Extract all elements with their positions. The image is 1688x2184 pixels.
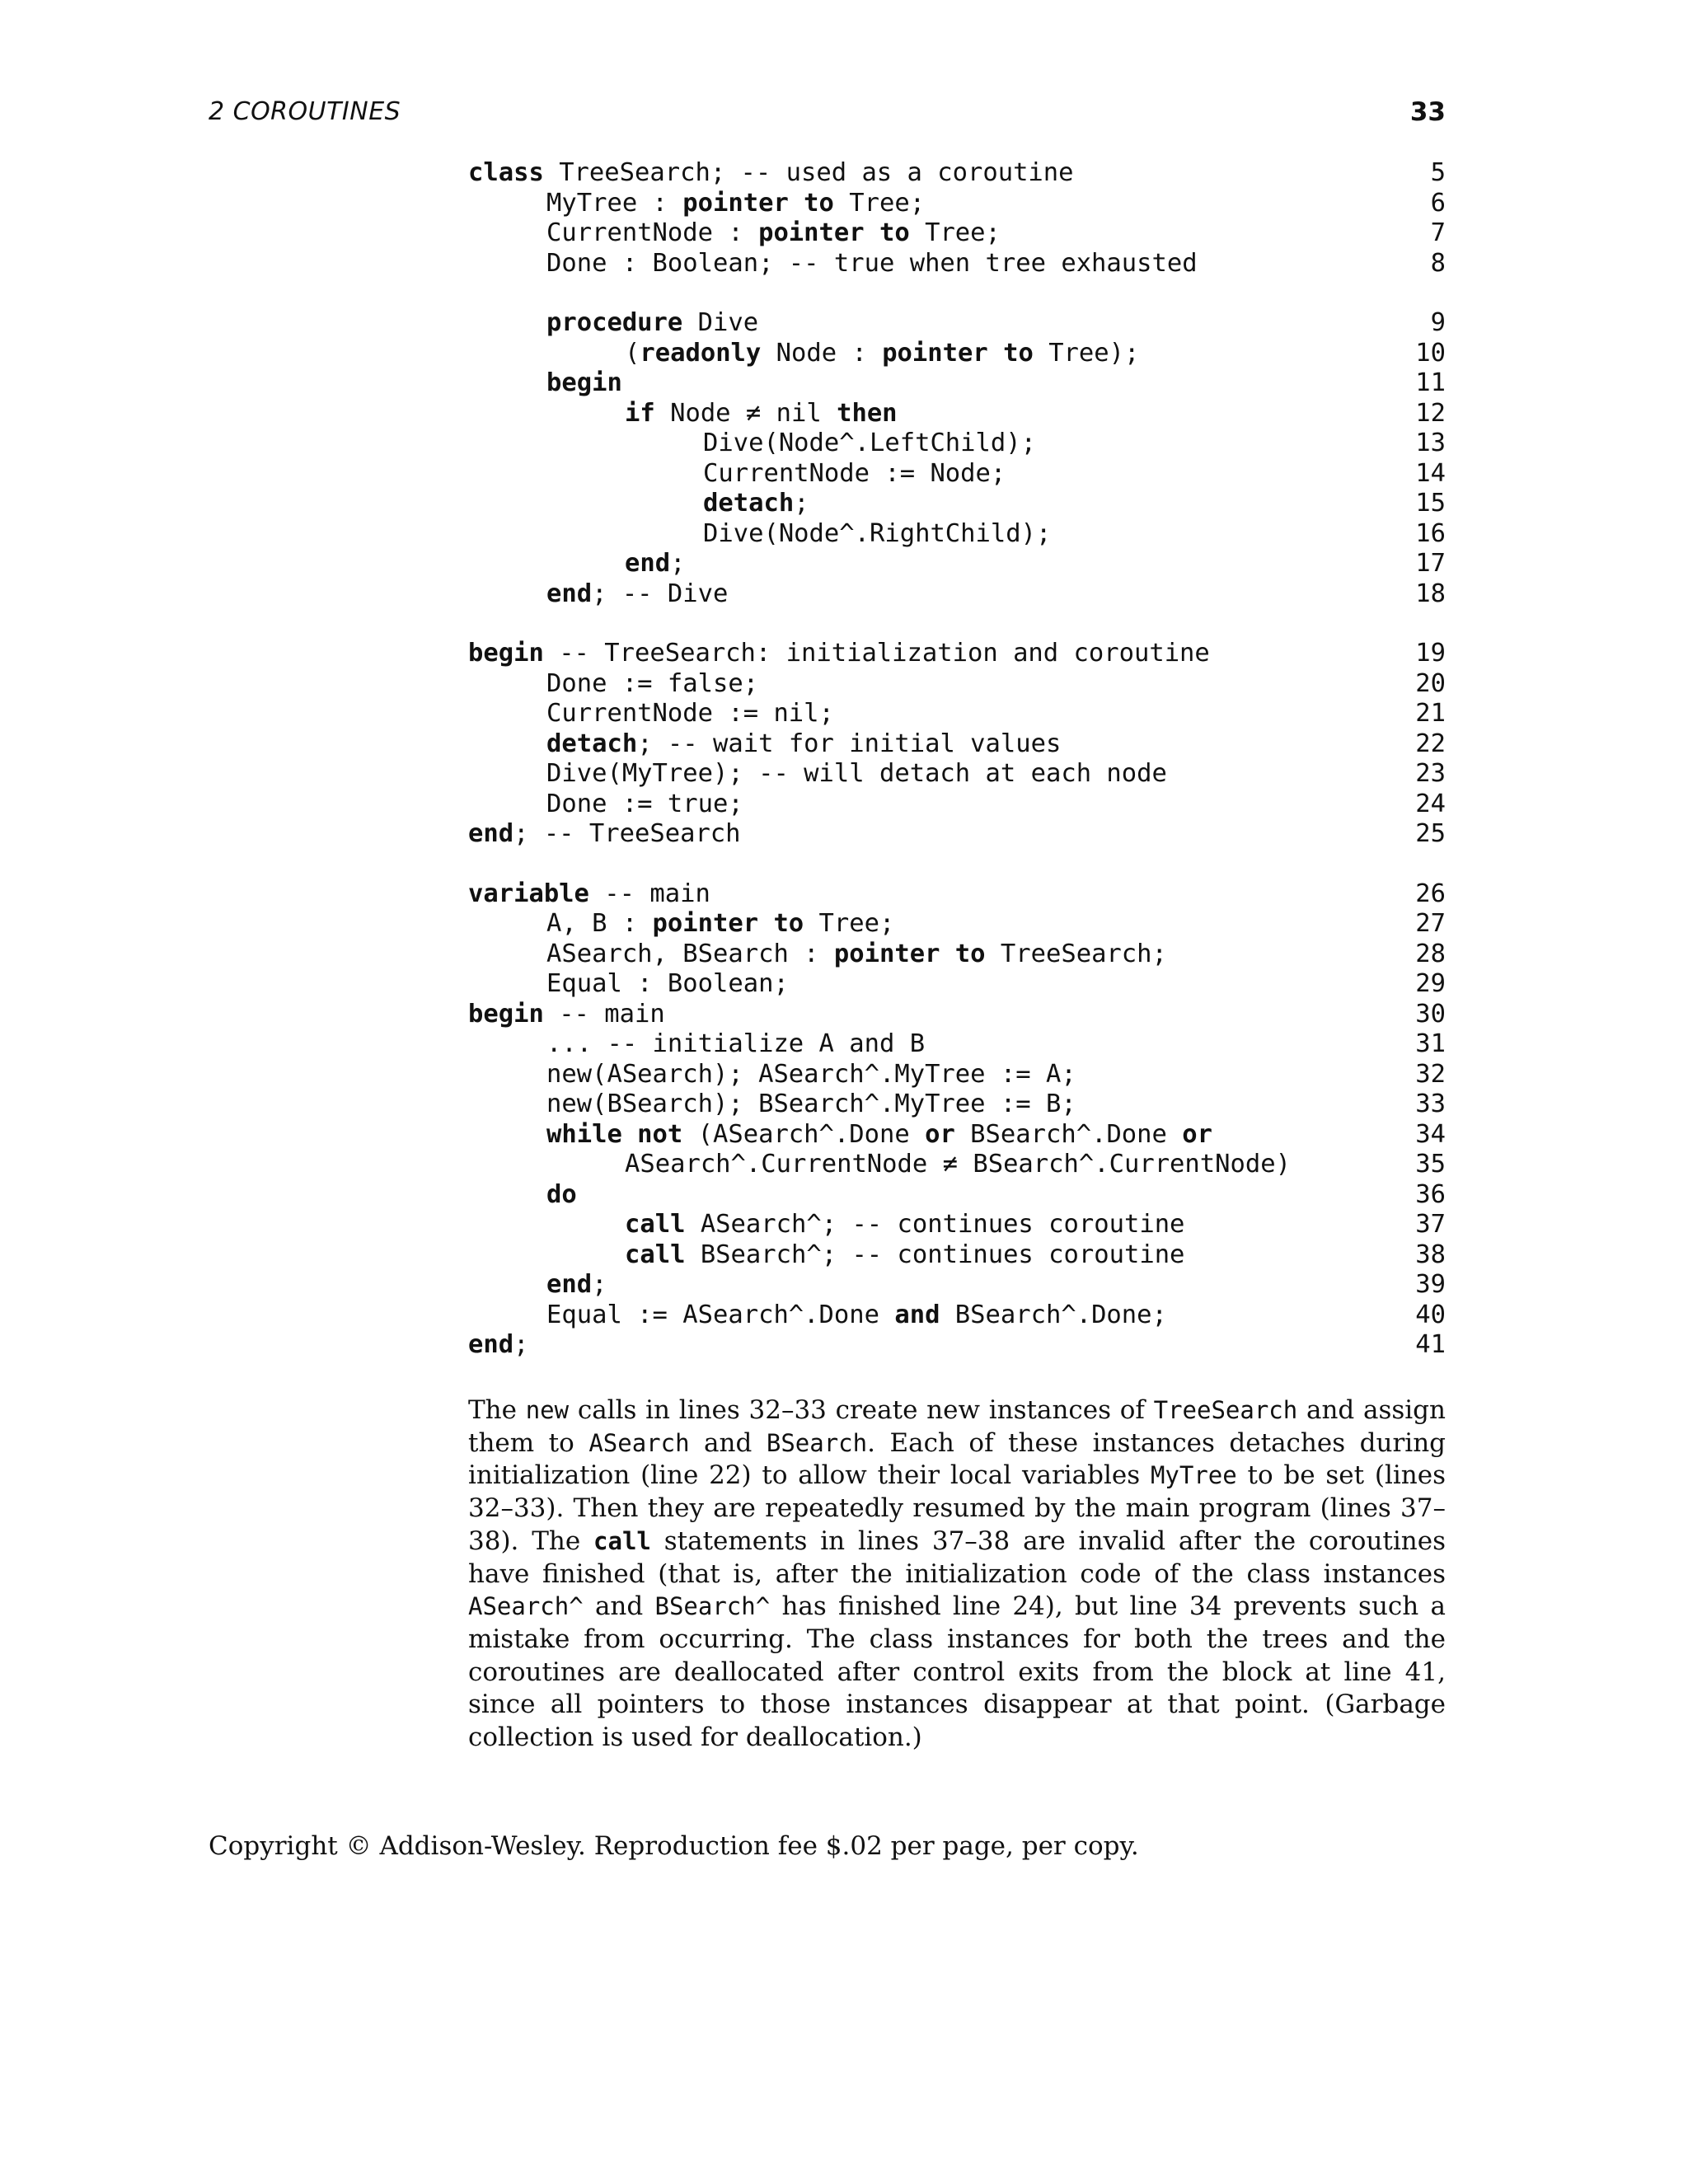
code-line [468,489,1446,519]
line-number: 40 [1415,1300,1446,1329]
paragraph [468,1394,1446,1755]
line-number: 25 [1415,819,1446,848]
line-number: 35 [1415,1150,1446,1179]
code-line [468,308,1446,339]
code-line [468,189,1446,219]
text-run: and [689,1427,767,1458]
code-term: ASearch^ [468,1592,584,1621]
code-token: ; -- Dive [592,579,729,608]
code-line [468,399,1446,429]
code-token: Node : [761,338,883,368]
line-number: 18 [1415,579,1446,608]
code-line [468,1000,1446,1030]
line-number: 27 [1415,909,1446,938]
code-text [468,639,1210,669]
code-keyword: detach [546,729,638,758]
code-text [546,1301,1167,1331]
line-number: 38 [1415,1240,1446,1269]
text-run: statements in lines 37–38 are invalid after the coroutines have finished (that is, after the initialization code of the class instances [468,1526,1446,1589]
line-number: 12 [1415,398,1446,428]
line-number: 20 [1415,668,1446,698]
code-token: ( [625,338,640,368]
code-token: ; -- wait for initial values [637,729,1062,758]
page-header [209,97,1446,130]
code-line [468,1240,1446,1271]
code-keyword: and [894,1300,940,1329]
code-token: Node ≠ nil [654,398,837,428]
code-term: TreeSearch [1153,1396,1298,1424]
code-text [546,699,834,729]
code-line [468,339,1446,369]
code-keyword: begin [468,999,544,1029]
code-term: ASearch [588,1428,690,1457]
code-token: Done := true; [546,789,743,818]
code-keyword: pointer to [833,939,986,968]
line-number: 6 [1430,188,1446,218]
code-line [468,729,1446,760]
code-token: CurrentNode := nil; [546,699,834,728]
line-number: 34 [1415,1119,1446,1149]
code-keyword: if [625,398,655,428]
code-token: Dive(Node^.LeftChild); [703,429,1036,457]
code-token: Dive [682,308,759,337]
code-text [546,1270,607,1301]
line-number: 41 [1415,1330,1446,1359]
line-number: 21 [1415,699,1446,728]
text-run: has finished line 24), but line 34 prevents such a mistake from occurring. The class instances for both the trees and the coroutines are deallocated after control exits from the block at line 41, since all pointers to those instances disappear at that point. (Garbage collection is used for deallocation.) [468,1591,1446,1753]
code-text [546,729,1061,760]
code-line [468,1120,1446,1151]
code-line [468,669,1446,700]
code-token: MyTree : [546,188,683,218]
code-token: -- main [588,879,710,908]
text-run: calls in lines 32–33 create new instances of [569,1395,1154,1425]
code-token: Done := false; [546,668,759,698]
code-blank-line [468,609,1446,639]
code-line [468,1330,1446,1361]
code-token: ASearch, BSearch : [546,939,834,968]
line-number: 39 [1415,1270,1446,1299]
line-number: 7 [1430,218,1446,247]
code-keyword: end [546,1270,593,1299]
line-number: 22 [1415,729,1446,758]
code-token: Tree; [909,218,1001,247]
code-line [468,218,1446,249]
code-text [546,189,925,219]
code-line [468,969,1446,1000]
code-line [468,1060,1446,1090]
code-token: Done : Boolean; -- true when tree exhausted [546,248,1198,278]
code-token: A, B : [546,909,653,938]
line-number: 36 [1415,1179,1446,1209]
code-text [546,308,758,339]
code-text [703,489,809,519]
line-number: 37 [1415,1210,1446,1239]
line-number: 13 [1415,429,1446,457]
code-token: ; [794,489,809,518]
code-keyword: call [625,1210,686,1239]
code-token: Dive(Node^.RightChild); [703,518,1052,548]
code-line [468,1301,1446,1331]
code-line [468,368,1446,399]
line-number: 23 [1415,759,1446,788]
code-keyword: then [837,398,898,428]
code-text [546,249,1198,279]
code-blank-line [468,850,1446,879]
code-text [625,1150,1291,1180]
code-line [468,1180,1446,1211]
code-line [468,790,1446,820]
line-number: 30 [1415,999,1446,1029]
code-text [703,459,1006,490]
text-run: and assign them to [468,1395,1446,1458]
code-token: CurrentNode : [546,218,759,247]
code-keyword: begin [468,639,544,668]
line-number: 33 [1415,1090,1446,1118]
code-token: BSearch^; -- continues coroutine [685,1240,1185,1269]
code-text [546,1060,1076,1090]
code-line [468,249,1446,279]
text-run: The [468,1395,526,1425]
code-token: -- TreeSearch: initialization and coroutine [543,639,1210,668]
code-token: ASearch^.CurrentNode ≠ BSearch^.CurrentNode) [625,1150,1291,1179]
code-text [546,790,743,820]
code-keyword: procedure [546,308,683,337]
code-text [468,1330,528,1361]
code-line [468,759,1446,790]
code-token: TreeSearch; [985,939,1167,968]
code-text [546,909,894,940]
code-keyword: pointer to [882,338,1034,368]
line-number: 10 [1415,338,1446,368]
running-head: 2 COROUTINES [209,97,401,126]
code-text [703,519,1051,550]
line-number: 29 [1415,969,1446,998]
code-keyword: or [1182,1119,1212,1149]
copyright-footer: Copyright © Addison-Wesley. Reproduction fee $.02 per page, per copy. [209,1831,1139,1861]
code-line [468,819,1446,850]
code-line [468,429,1446,459]
code-text [625,339,1139,369]
line-number: 11 [1415,368,1446,397]
code-keyword: or [925,1119,955,1149]
code-text [546,368,622,399]
code-text [546,669,758,700]
code-keyword: detach [703,489,795,518]
code-line [468,940,1446,970]
code-line [468,158,1446,189]
code-token: ; [513,1330,529,1359]
code-line [468,579,1446,610]
line-number: 26 [1415,879,1446,908]
code-token: Tree; [804,909,895,938]
code-text [625,549,685,579]
code-line [468,549,1446,579]
code-keyword: do [546,1179,577,1209]
code-token: ... -- initialize A and B [546,1029,926,1058]
code-text [546,969,789,1000]
code-line [468,459,1446,490]
code-line [468,639,1446,669]
code-blank-line [468,279,1446,308]
code-text [546,218,1001,249]
code-token: TreeSearch; -- used as a coroutine [543,158,1074,187]
code-line [468,909,1446,940]
code-term: BSearch [766,1428,868,1457]
code-keyword: end [625,549,671,578]
line-number: 5 [1430,158,1446,187]
page-number: 33 [1409,97,1446,127]
text-run: to be set (lines 32–33). Then they are repeatedly resumed by the main program (lines 37–38). The [468,1460,1446,1556]
code-token: ; [670,549,686,578]
code-line [468,1090,1446,1120]
code-keyword: end [546,579,593,608]
code-line [468,879,1446,910]
line-number: 14 [1415,458,1446,488]
code-token: ; [592,1270,607,1299]
line-number: 9 [1430,308,1446,337]
code-token: new(BSearch); BSearch^.MyTree := B; [546,1090,1076,1118]
code-text [546,1029,925,1060]
code-keyword: pointer to [652,909,804,938]
line-number: 32 [1415,1059,1446,1089]
code-keyword: variable [468,879,589,908]
code-token: -- main [543,999,665,1029]
code-text [546,1180,577,1211]
line-number: 24 [1415,789,1446,818]
code-keyword: pointer to [758,218,910,247]
code-token: new(ASearch); ASearch^.MyTree := A; [546,1059,1076,1089]
code-token: Equal : Boolean; [546,969,789,998]
code-term: MyTree [1150,1461,1237,1490]
code-term: call [593,1526,651,1555]
code-text [546,1120,1212,1151]
code-term: BSearch^ [654,1592,771,1621]
line-number: 19 [1415,639,1446,668]
code-keyword: end [468,1330,514,1359]
line-number: 17 [1415,549,1446,578]
code-token: Equal := ASearch^.Done [546,1300,895,1329]
code-keyword: while not [546,1119,683,1149]
code-keyword: begin [546,368,622,397]
code-token: ASearch^; -- continues coroutine [685,1210,1185,1239]
code-line [468,1210,1446,1240]
code-line [468,1029,1446,1060]
code-keyword: end [468,819,514,848]
code-text [546,940,1167,970]
code-listing [468,158,1446,1361]
code-text [625,1210,1184,1240]
code-token: ; -- TreeSearch [513,819,741,848]
code-line [468,699,1446,729]
body-text [468,1394,1446,1755]
code-text [703,429,1036,459]
code-token: (ASearch^.Done [682,1119,926,1149]
line-number: 31 [1415,1029,1446,1058]
code-token: Dive(MyTree); -- will detach at each node [546,759,1167,788]
text-run: and [583,1591,655,1622]
line-number: 28 [1415,939,1446,968]
code-token: Tree); [1033,338,1140,368]
code-text [468,819,741,850]
code-text [546,579,728,610]
code-token: Tree; [833,188,926,218]
text-run: . Each of these instances detaches during initialization (line 22) to allow their local variables [468,1427,1447,1491]
code-line [468,1150,1446,1180]
code-text [468,879,710,910]
line-number: 15 [1415,489,1446,518]
code-line [468,519,1446,550]
code-keyword: call [625,1240,686,1269]
line-number: 16 [1415,518,1446,548]
code-keyword: pointer to [682,188,834,218]
code-token: BSearch^.Done [954,1119,1183,1149]
line-number: 8 [1430,248,1446,278]
code-keyword: class [468,158,544,187]
code-text [625,1240,1184,1271]
code-text [546,759,1167,790]
code-token: BSearch^.Done; [940,1300,1167,1329]
code-keyword: readonly [640,338,762,368]
code-line [468,1270,1446,1301]
code-text [468,1000,665,1030]
code-text [625,399,898,429]
code-text [468,158,1074,189]
code-token: CurrentNode := Node; [703,458,1006,488]
code-term: new [525,1396,570,1424]
code-text [546,1090,1076,1120]
